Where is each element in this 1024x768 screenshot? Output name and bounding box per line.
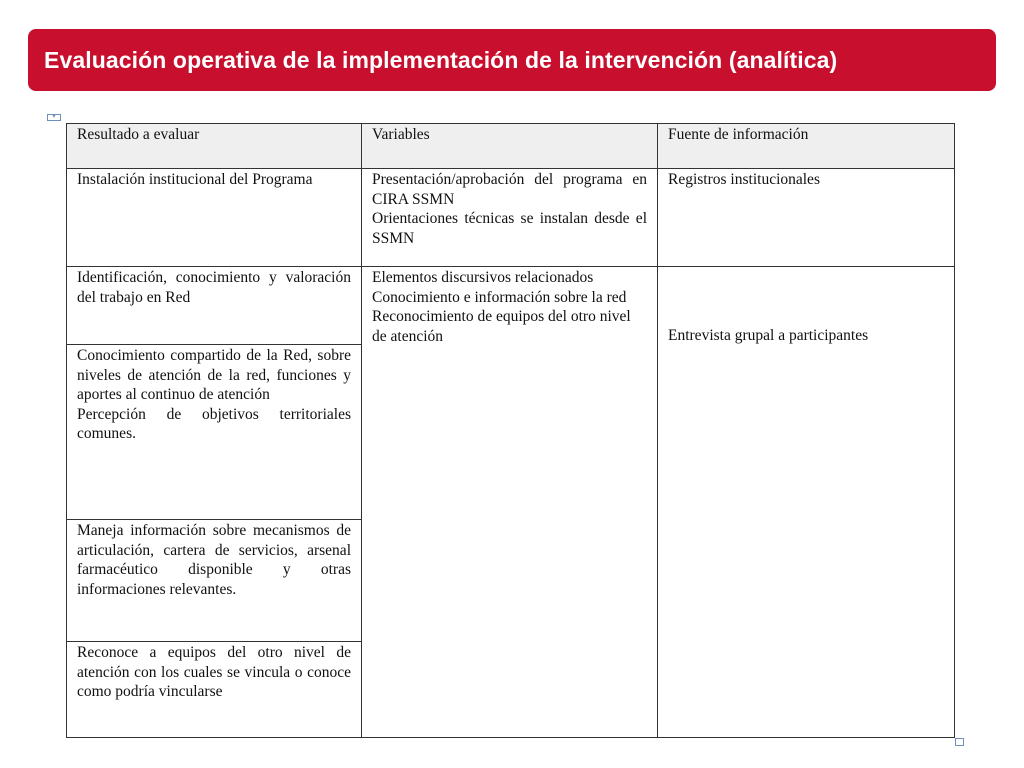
variable-item: Elementos discursivos relacionados [372, 269, 594, 286]
evaluation-table [66, 123, 955, 738]
table-row [67, 169, 955, 267]
cell-resultado-reconoce: Reconoce a equipos del otro nivel de atención con los cuales se vincula o conoce como podría vincularse [67, 642, 362, 738]
resultado-item: Percepción de objetivos territoriales comunes. [77, 405, 351, 442]
variable-item: Orientaciones técnicas se instalan desde el SSMN [372, 210, 647, 247]
fuente-text: Entrevista grupal a participantes [668, 327, 869, 344]
resultado-item: Conocimiento compartido de la Red, sobre niveles de atención de la red, funciones y aportes al continuo de atención [77, 347, 351, 403]
cell-resultado-conocimiento [67, 345, 362, 520]
slide-title-bar [28, 29, 996, 91]
header-fuente: Fuente de información [658, 124, 955, 169]
variable-item: Reconocimiento de equipos del otro nivel de atención [372, 308, 631, 345]
cell-fuente-instalacion: Registros institucionales [658, 169, 955, 267]
header-resultado: Resultado a evaluar [67, 124, 362, 169]
variable-item: Presentación/aprobación del programa en CIRA SSMN [372, 171, 647, 208]
cell-resultado-maneja: Maneja información sobre mecanismos de articulación, cartera de servicios, arsenal farmacéutico disponible y otras informaciones relevantes. [67, 520, 362, 642]
cell-variables-instalacion [362, 169, 658, 267]
cell-fuente-red [658, 267, 955, 738]
table-header-row [67, 124, 955, 169]
cell-variables-red [362, 267, 658, 738]
header-variables: Variables [362, 124, 658, 169]
cell-resultado-instalacion: Instalación institucional del Programa [67, 169, 362, 267]
slide-title: Evaluación operativa de la implementación de la intervención (analítica) [44, 46, 838, 73]
cell-resultado-identificacion: Identificación, conocimiento y valoración del trabajo en Red [67, 267, 362, 345]
resize-handle-icon[interactable] [955, 738, 964, 746]
table-row [67, 267, 955, 345]
variable-item: Conocimiento e información sobre la red [372, 288, 627, 306]
object-anchor-icon: ▾ [47, 114, 61, 121]
